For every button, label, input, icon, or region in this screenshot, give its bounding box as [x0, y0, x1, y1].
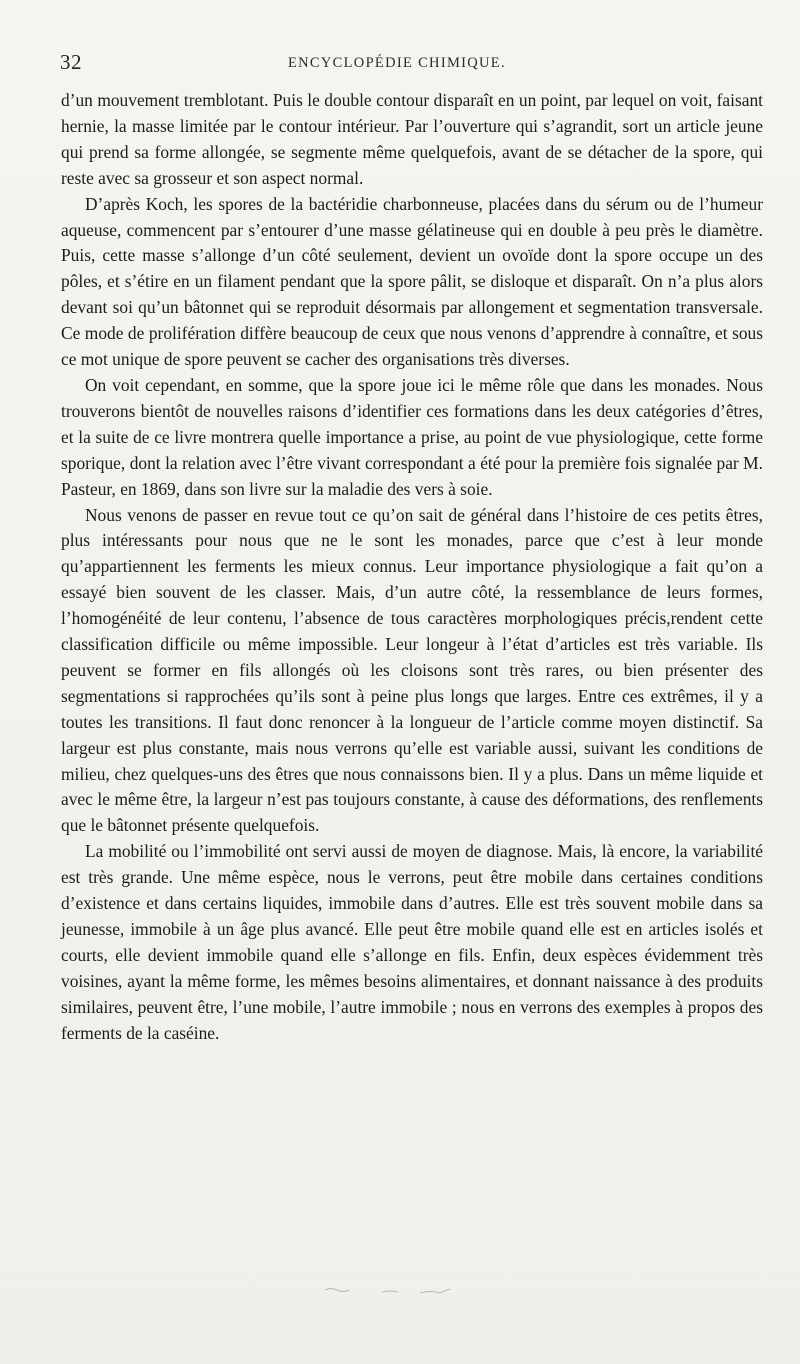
ink-bleed-marks	[320, 1282, 470, 1298]
body-text	[61, 88, 763, 1047]
paragraph-3: On voit cependant, en somme, que la spore joue ici le même rôle que dans les monades. Nous trouverons bientôt de nouvelles raisons d’identifier ces formations dans les deux catégories d’êtres, et la suite de ce livre montrera quelle importance a prise, au point de vue physiologique, cette forme sporique, dont la relation avec l’être vivant correspondant a été pour la première fois signalée par M. Pasteur, en 1869, dans son livre sur la maladie des vers à soie.	[61, 374, 763, 499]
page-header	[60, 50, 760, 74]
paragraph-1: d’un mouvement tremblotant. Puis le double contour disparaît en un point, par lequel on voit, faisant hernie, la masse limitée par le contour intérieur. Par l’ouverture qui s’agrandit, sort un article jeune qui prend sa forme allongée, se segmente même quelquefois, avant de se détacher de la spore, qui reste avec sa grosseur et son aspect normal.	[61, 90, 763, 188]
paragraph-5: La mobilité ou l’immobilité ont servi aussi de moyen de diagnose. Mais, là encore, la variabilité est très grande. Une même espèce, nous le verrons, peut être mobile dans certaines conditions d’existence et dans certains liquides, immobile dans d’autres. Elle est très souvent mobile dans sa jeunesse, immobile à un âge plus avancé. Elle peut être mobile quand elle est en articles isolés et courts, elle devient immobile quand elle s’allonge en fils. Enfin, deux espèces évidemment très voisines, ayant la même forme, les mêmes besoins alimentaires, et donnant naissance à des produits similaires, peuvent être, l’une mobile, l’autre immobile ; nous en verrons des exemples à propos des ferments de la caséine.	[61, 841, 763, 1043]
page-number: 32	[60, 50, 82, 74]
running-head: ENCYCLOPÉDIE CHIMIQUE.	[288, 55, 506, 71]
paragraph-2: D’après Koch, les spores de la bactéridie charbonneuse, placées dans du sérum ou de l’humeur aqueuse, commencent par s’entourer d’une masse gélatineuse qui en double à peu près le diamètre. Puis, cette masse s’allonge d’un côté seulement, devient un ovoïde dont la spore occupe un des pôles, et s’étire en un filament pendant que la spore pâlit, se disloque et disparaît. On n’a plus alors devant soi qu’un bâtonnet qui se reproduit désormais par allongement et segmentation transversale. Ce mode de prolifération diffère beaucoup de ceux que nous venons d’apprendre à connaître, et sous ce mot unique de spore peuvent se cacher des organisations très diverses.	[61, 193, 763, 370]
paragraph-4: Nous venons de passer en revue tout ce qu’on sait de général dans l’histoire de ces petits êtres, plus intéressants pour nous que ne le sont les monades, parce que c’est à leur monde qu’appartiennent les ferments les mieux connus. Leur importance physiologique a fait qu’on a essayé bien souvent de les classer. Mais, d’un autre côté, la ressemblance de leurs formes, l’homogénéité de leur contenu, l’absence de tous caractères morphologiques précis,rendent cette classification difficile ou même impossible. Leur longeur à l’état d’articles est très variable. Ils peuvent se former en fils allongés où les cloisons sont très rares, ou bien présenter des segmentations si rapprochées qu’ils sont à peine plus longs que larges. Entre ces extrêmes, il y a toutes les transitions. Il faut donc renoncer à la longueur de l’article comme moyen distinctif. Sa largeur est plus constante, mais nous verrons qu’elle est variable aussi, suivant les conditions de milieu, chez quelques-uns des êtres que nous connaissons bien. Il y a plus. Dans un même liquide et avec le même être, la largeur n’est pas toujours constante, à cause des déformations, des renflements que le bâtonnet présente quelquefois.	[61, 504, 763, 836]
